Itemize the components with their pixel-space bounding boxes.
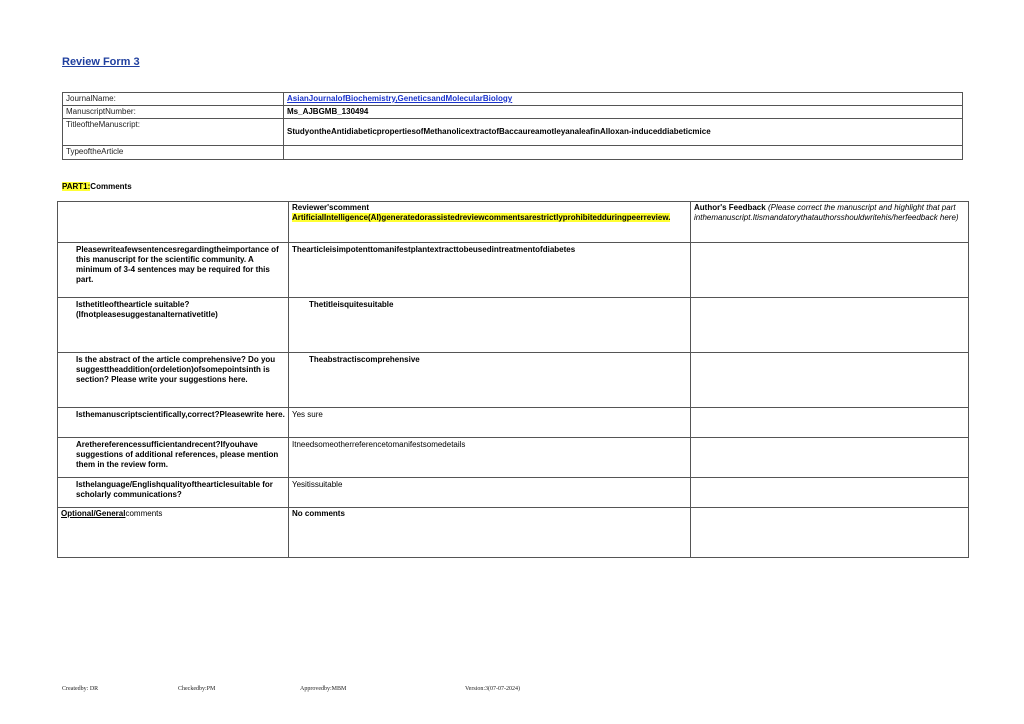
- journal-label: JournalName:: [63, 93, 284, 106]
- answer-importance: Thearticleisimpotenttomanifestplantextracttobeusedintreatmentofdiabetes: [289, 243, 691, 298]
- feedback-title[interactable]: [691, 298, 969, 353]
- optional-comments-label: [58, 508, 289, 558]
- reviewer-comment-heading: Reviewer'scomment: [292, 203, 370, 212]
- author-feedback-note: (Please correct the manuscript and highlight that part inthemanuscript.Itismandatorythatauthorsshouldwritehis/herfeedback here): [694, 203, 959, 222]
- journal-row: [63, 93, 963, 106]
- ai-prohibition-notice: ArtificialIntelligence(AI)generatedorassistedreviewcommentsarestrictlyprohibitedduringpeerreview.: [292, 213, 671, 222]
- footer-checked-by: Checkedby:PM: [178, 686, 216, 692]
- table-row: [58, 243, 969, 298]
- header-blank-cell: [58, 202, 289, 243]
- optional-comments-feedback[interactable]: [691, 508, 969, 558]
- manuscript-number-row: [63, 106, 963, 119]
- author-header-cell: [691, 202, 969, 243]
- manuscript-number-value: Ms_AJBGMB_130494: [284, 106, 963, 119]
- form-title: Review Form 3: [62, 56, 140, 68]
- manuscript-title-label: TitleoftheManuscript:: [63, 119, 284, 146]
- answer-language: Yesitissuitable: [289, 478, 691, 508]
- part1-comments-label: Comments: [90, 182, 132, 191]
- question-scientific: Isthemanuscriptscientifically,correct?Pleasewrite here.: [58, 408, 289, 438]
- table-row: [58, 438, 969, 478]
- table-row: [58, 408, 969, 438]
- answer-references: Itneedsomeotherreferencetomanifestsomedetails: [289, 438, 691, 478]
- reviewer-header-cell: [289, 202, 691, 243]
- journal-value-cell: [284, 93, 963, 106]
- table-row: [58, 298, 969, 353]
- article-type-row: [63, 146, 963, 160]
- answer-scientific: Yes sure: [289, 408, 691, 438]
- manuscript-title-value: StudyontheAntidiabeticpropertiesofMethanolicextractofBaccaureamotleyanaleafinAlloxan-induceddiabeticmice: [284, 119, 963, 146]
- manuscript-number-label: ManuscriptNumber:: [63, 106, 284, 119]
- optional-comments-answer: No comments: [289, 508, 691, 558]
- article-type-label: TypeoftheArticle: [63, 146, 284, 160]
- feedback-language[interactable]: [691, 478, 969, 508]
- answer-title: Thetitleisquitesuitable: [289, 298, 691, 353]
- question-references: Arethereferencessufficientandrecent?Ifyouhave suggestions of additional references, please mention them in the review form.: [58, 438, 289, 478]
- table-row: [58, 353, 969, 408]
- answer-abstract: Theabstractiscomprehensive: [289, 353, 691, 408]
- question-importance: Pleasewriteafewsentencesregardingtheimportance of this manuscript for the scientific community. A minimum of 3-4 sentences may be required for this part.: [58, 243, 289, 298]
- optional-general-label: Optional/General: [61, 509, 126, 518]
- article-type-value: [284, 146, 963, 160]
- part1-heading: [62, 182, 132, 191]
- part1-label: PART1:: [62, 182, 91, 191]
- footer-version: Version:3(07-07-2024): [465, 686, 520, 692]
- manuscript-title-row: [63, 119, 963, 146]
- feedback-references[interactable]: [691, 438, 969, 478]
- feedback-abstract[interactable]: [691, 353, 969, 408]
- optional-comments-suffix: comments: [125, 509, 163, 518]
- footer-created-by: Createdby: DR: [62, 686, 99, 692]
- comments-table: [57, 201, 969, 558]
- question-language: Isthelanguage/Englishqualityofthearticlesuitable for scholarly communications?: [58, 478, 289, 508]
- author-feedback-heading: Author's Feedback: [694, 203, 766, 212]
- feedback-importance[interactable]: [691, 243, 969, 298]
- question-abstract: Is the abstract of the article comprehensive? Do you suggesttheaddition(ordeletion)ofsomepointsinth is section? Please write your suggestions here.: [58, 353, 289, 408]
- manuscript-info-table: [62, 92, 963, 160]
- optional-comments-row: [58, 508, 969, 558]
- table-row: [58, 478, 969, 508]
- journal-link[interactable]: AsianJournalofBiochemistry,GeneticsandMolecularBiology: [287, 94, 513, 103]
- footer-approved-by: Approvedby:MBM: [300, 686, 347, 692]
- comments-header-row: [58, 202, 969, 243]
- question-title: Isthetitleofthearticle suitable? (Ifnotpleasesuggestanalternativetitle): [58, 298, 289, 353]
- feedback-scientific[interactable]: [691, 408, 969, 438]
